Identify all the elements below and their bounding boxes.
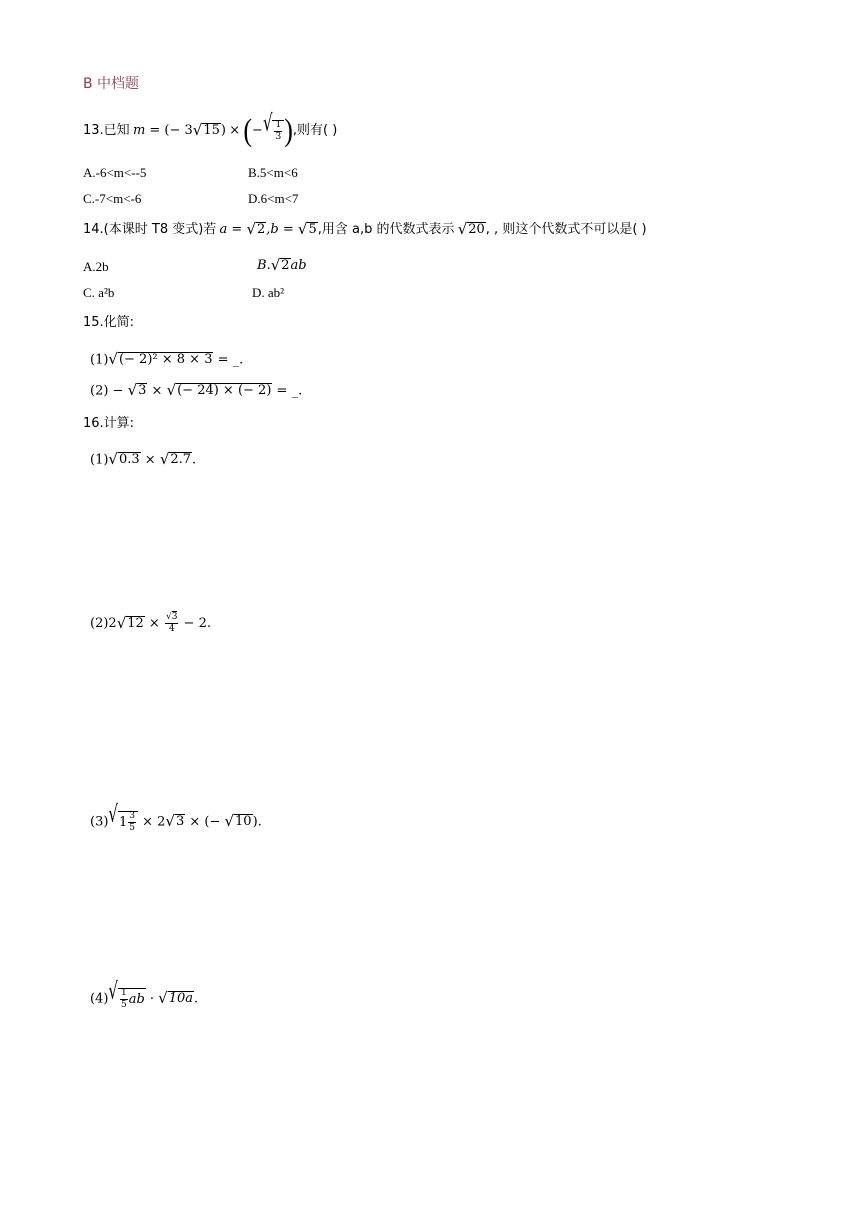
q16-p2-mid: × [144, 616, 164, 631]
q15-p2-radical-2: √ (− 24) × (− 2) [166, 381, 272, 399]
q16-p4-radical-2: √ 10a [158, 989, 193, 1008]
q16-part-4 [90, 976, 199, 1010]
question-13 [83, 108, 338, 148]
q13-option-d: D.6<m<7 [248, 191, 299, 206]
q14-a-eq: a = [219, 222, 247, 237]
q16-p2-tail: − 2. [179, 616, 211, 631]
q14-b-eq: ,b = [266, 222, 298, 237]
q14-optb-radical: √ 2 [270, 256, 290, 275]
q13-big-paren-close: ) [284, 113, 293, 148]
q16-p3-mid2: × [185, 814, 205, 830]
q14-radical-a: √ 2 [246, 220, 266, 239]
q16-p1-radical-2: √ 2.7 [159, 450, 192, 468]
q16-p3-mid: × 2 [137, 814, 166, 830]
q16-p4-fraction: $\frac{1}{5}$ [120, 988, 127, 1010]
q13-radical-frac: √ $\frac{1}{3}$ [263, 120, 284, 142]
q13-suffix: ,则有( ) [292, 122, 338, 138]
q16-p1-label: (1) [90, 452, 109, 468]
q13-paren-close-1: ) [220, 122, 226, 138]
q15-title: 15.化简: [83, 315, 135, 330]
q13-lhs: m = [132, 122, 165, 138]
q16-p4-tail: . [194, 991, 199, 1007]
q16-p4-dot: · [145, 991, 159, 1007]
q13-term1: − 3 [169, 122, 193, 138]
q14-optb-label: B. [257, 258, 271, 273]
q15-p1-tail: = _. [213, 352, 244, 368]
q14-radical-b: √ 5 [297, 220, 317, 239]
q15-part-1 [90, 352, 243, 368]
q16-p3-radical-1: √ 1 $\frac{3}{5}$ [108, 811, 138, 833]
q16-p2-label: (2)2 [90, 616, 117, 631]
q16-p1-mid: × [140, 452, 160, 468]
q14-radical-c: √ 20 [457, 220, 485, 239]
q15-p1-radical: √ (− 2)² × 8 × 3 [108, 350, 213, 368]
q15-p2-mid: × [147, 383, 167, 399]
q14-option-d: D. ab² [252, 285, 285, 300]
q16-p2-radical: √ 12 [116, 613, 144, 632]
q14-optb-tail: ab [290, 258, 307, 273]
q14-suffix: , , 则这个代数式不可以是( ) [485, 222, 647, 237]
q13-option-c: C.-7<m<-6 [83, 191, 142, 206]
q16-part-3 [90, 799, 262, 833]
q13-radical-1: √ 15 [192, 121, 220, 140]
q16-p4-label: (4) [90, 991, 109, 1007]
q13-big-paren-open: ( [243, 113, 253, 148]
q16-p1-radical-1: √ 0.3 [108, 450, 140, 468]
q13-option-b: B.5<m<6 [248, 165, 298, 180]
q13-paren-open-1: ( [164, 122, 170, 138]
section-title: B 中档题 [83, 76, 140, 92]
q14-option-b [257, 258, 307, 274]
q16-p3-fraction: $\frac{3}{5}$ [129, 811, 135, 833]
q16-p3-label: (3) [90, 814, 109, 830]
q15-part-2 [90, 383, 302, 399]
q14-option-c: C. a²b [83, 285, 115, 300]
q15-p2-tail: = _. [272, 383, 303, 399]
q15-p2-radical-1: √ 3 [127, 381, 147, 399]
q16-p3-radical-3: √ 10 [224, 812, 252, 831]
q13-neg: − [252, 122, 263, 138]
q13-fraction: $\frac{1}{3}$ [275, 120, 282, 142]
q14-middle: ,用含 a,b 的代数式表示 [317, 222, 455, 237]
q16-p3-radical-2: √ 3 [165, 812, 185, 831]
q15-p2-label: (2) − [90, 383, 128, 399]
q16-p3-open: (− [204, 814, 225, 830]
q13-option-a: A.-6<m<--5 [83, 165, 147, 180]
q16-p2-fraction: $\frac{√3}{4}$ [165, 612, 178, 634]
q13-prefix: 13.已知 [83, 122, 130, 138]
q16-part-1 [90, 452, 196, 468]
q16-p4-radical-1: √ $\frac{1}{5}$ ab [108, 976, 145, 1010]
q15-p1-label: (1) [90, 352, 109, 368]
q14-option-a: A.2b [83, 259, 109, 274]
q14-prefix: 14.(本课时 T8 变式)若 [83, 222, 217, 237]
q13-times: × [229, 122, 241, 138]
q16-title: 16.计算: [83, 416, 135, 431]
q16-part-2 [90, 613, 211, 634]
q16-p1-tail: . [192, 452, 197, 468]
question-14 [83, 222, 647, 238]
q16-p3-close: ). [252, 814, 262, 830]
